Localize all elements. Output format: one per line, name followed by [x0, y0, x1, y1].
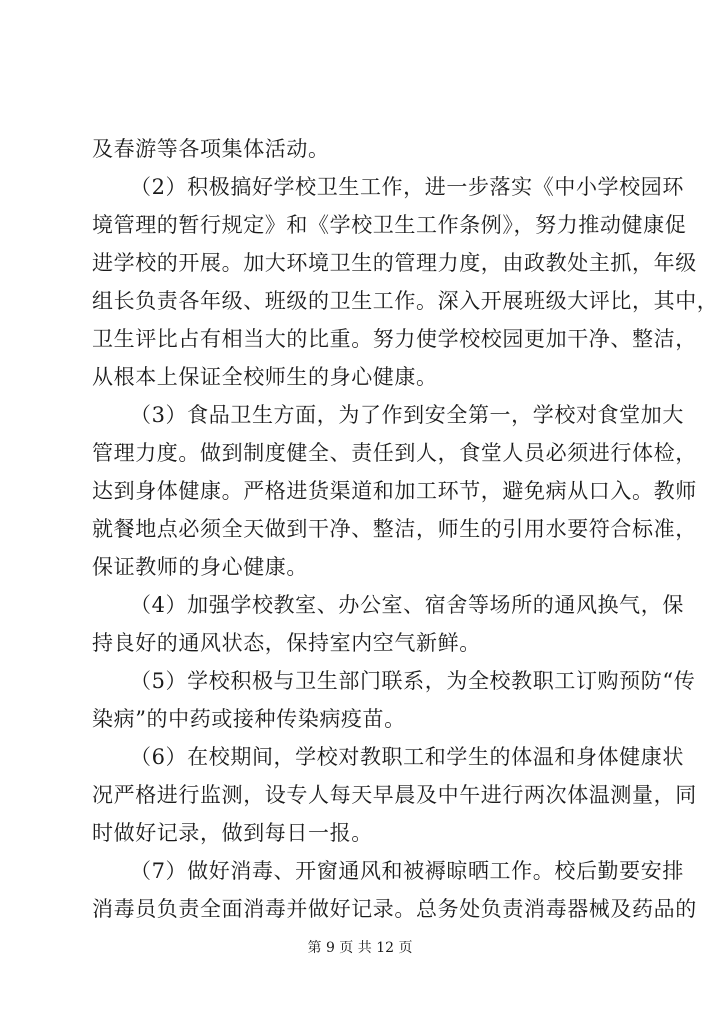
- paragraph-start-line: （2）积极搞好学校卫生工作，进一步落实《中小学校园环: [130, 175, 684, 199]
- body-line: 及春游等各项集体活动。: [92, 137, 330, 161]
- body-line: 卫生评比占有相当大的比重。努力使学校校园更加干净、整洁，: [92, 327, 697, 351]
- page-number-footer: 第 9 页 共 12 页: [307, 940, 413, 956]
- body-line: 管理力度。做到制度健全、责任到人，食堂人员必须进行体检，: [92, 441, 697, 465]
- body-line: 消毒员负责全面消毒并做好记录。总务处负责消毒器械及药品的: [92, 897, 697, 921]
- body-line: 染病”的中药或接种传染病疫苗。: [92, 707, 406, 731]
- body-line: 达到身体健康。严格进货渠道和加工环节，避免病从口入。教师: [92, 479, 697, 503]
- paragraph-start-line: （6）在校期间，学校对教职工和学生的体温和身体健康状: [130, 745, 684, 769]
- body-line: 就餐地点必须全天做到干净、整洁，师生的引用水要符合标准，: [92, 517, 697, 541]
- body-line: 境管理的暂行规定》和《学校卫生工作条例》，努力推动健康促: [92, 213, 687, 237]
- body-line: 从根本上保证全校师生的身心健康。: [92, 365, 438, 389]
- paragraph-start-line: （4）加强学校教室、办公室、宿舍等场所的通风换气，保: [130, 593, 684, 617]
- body-line: 组长负责各年级、班级的卫生工作。深入开展班级大评比，其中，: [92, 289, 719, 313]
- paragraph-start-line: （7）做好消毒、开窗通风和被褥晾晒工作。校后勤要安排: [130, 859, 684, 883]
- paragraph-start-line: （5）学校积极与卫生部门联系，为全校教职工订购预防“传: [130, 669, 696, 693]
- body-line: 进学校的开展。加大环境卫生的管理力度，由政教处主抓，年级: [92, 251, 697, 275]
- body-line: 时做好记录，做到每日一报。: [92, 821, 373, 845]
- body-line: 持良好的通风状态，保持室内空气新鲜。: [92, 631, 481, 655]
- body-line: 况严格进行监测，设专人每天早晨及中午进行两次体温测量，同: [92, 783, 697, 807]
- paragraph-start-line: （3）食品卫生方面，为了作到安全第一，学校对食堂加大: [130, 403, 684, 427]
- body-line: 保证教师的身心健康。: [92, 555, 308, 579]
